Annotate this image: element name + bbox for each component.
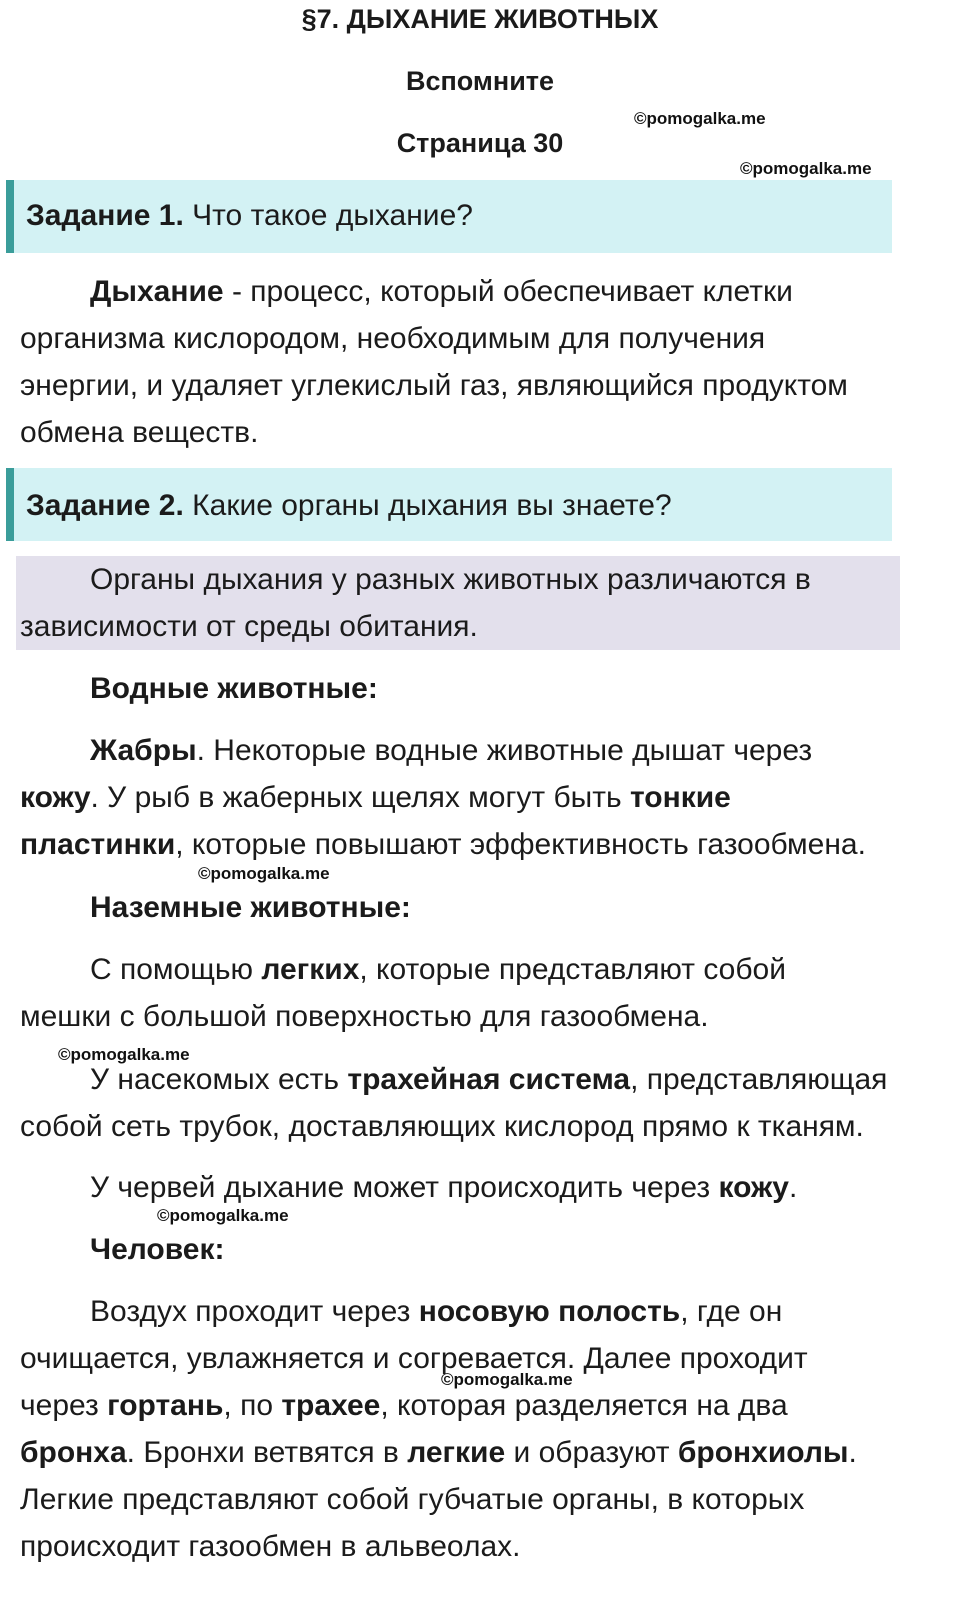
text: , где он xyxy=(680,1295,783,1328)
aquatic-heading: Водные животные: xyxy=(90,672,378,705)
term-bold: кожу xyxy=(718,1171,789,1204)
text-line: собой сеть трубок, доставляющих кислород прямо к тканям. xyxy=(20,1110,864,1143)
land-paragraph-1 xyxy=(20,946,925,1040)
text: С помощью xyxy=(90,953,262,986)
text-line xyxy=(20,946,925,993)
term-bold: носовую полость xyxy=(418,1295,681,1328)
text-line xyxy=(20,1288,925,1335)
text-line xyxy=(20,1429,925,1476)
text: , которые представляют собой xyxy=(359,953,786,986)
text-line xyxy=(20,1164,925,1211)
term-bold: тонкие xyxy=(629,781,731,814)
text-line: мешки с большой поверхностью для газообмена. xyxy=(20,1000,709,1033)
term-bold: кожу xyxy=(20,781,91,814)
human-paragraph xyxy=(20,1288,925,1570)
term-bold: легких xyxy=(261,953,360,986)
text: . xyxy=(789,1171,798,1204)
section-subtitle: Вспомните xyxy=(405,66,555,96)
aquatic-paragraph xyxy=(20,727,925,868)
text-line: Легкие представляют собой губчатые органы, в которых xyxy=(20,1483,805,1516)
task-1-banner xyxy=(6,180,892,253)
answer-line xyxy=(20,268,925,315)
text: и образуют xyxy=(505,1436,678,1469)
term-bold: бронхиолы xyxy=(677,1436,849,1469)
term-bold: бронха xyxy=(20,1436,127,1469)
text: . xyxy=(848,1436,857,1469)
text-line: происходит газообмен в альвеолах. xyxy=(20,1530,521,1563)
answer-line: организма кислородом, необходимым для получения xyxy=(20,322,766,355)
watermark: ©pomogalka.me xyxy=(634,109,766,128)
intro-line: зависимости от среды обитания. xyxy=(20,610,478,643)
text: . У рыб в жаберных щелях могут быть xyxy=(90,781,630,814)
text: У насекомых есть xyxy=(90,1063,348,1096)
text: , представляющая xyxy=(630,1063,888,1096)
text-line xyxy=(20,1056,925,1103)
term-bold: трахее xyxy=(281,1389,381,1422)
page-number: Страница 30 xyxy=(396,128,564,158)
watermark: ©pomogalka.me xyxy=(198,864,330,883)
answer-line: энергии, и удаляет углекислый газ, являющийся продуктом xyxy=(20,369,848,402)
land-paragraph-2 xyxy=(20,1056,925,1150)
task-2-label: Задание 2. xyxy=(26,489,184,522)
intro-line: Органы дыхания у разных животных различаются в xyxy=(90,563,811,596)
term-bold: Жабры xyxy=(90,734,197,767)
answer-line: обмена веществ. xyxy=(20,416,259,449)
watermark: ©pomogalka.me xyxy=(157,1206,289,1225)
text: , которые повышают эффективность газообмена. xyxy=(175,828,866,861)
watermark: ©pomogalka.me xyxy=(58,1045,190,1064)
text: . Некоторые водные животные дышат через xyxy=(196,734,813,767)
term-bold: легкие xyxy=(407,1436,506,1469)
text: через xyxy=(20,1389,108,1422)
text: , по xyxy=(223,1389,282,1422)
page-title: §7. ДЫХАНИЕ ЖИВОТНЫХ xyxy=(301,4,659,34)
task-1-question: Что такое дыхание? xyxy=(192,199,473,232)
watermark: ©pomogalka.me xyxy=(740,159,872,178)
text: - процесс, который обеспечивает клетки xyxy=(223,275,793,308)
land-heading: Наземные животные: xyxy=(90,891,411,924)
land-paragraph-3 xyxy=(20,1164,925,1211)
term-bold: Дыхание xyxy=(90,275,224,308)
task-2-banner xyxy=(6,468,892,541)
term-bold: гортань xyxy=(107,1389,224,1422)
term-bold: трахейная система xyxy=(347,1063,631,1096)
text-line xyxy=(20,821,925,868)
text-line xyxy=(20,727,925,774)
text: . Бронхи ветвятся в xyxy=(126,1436,408,1469)
text-line: очищается, увлажняется и согревается. Далее проходит xyxy=(20,1342,808,1375)
task-1-label: Задание 1. xyxy=(26,199,184,232)
text: Воздух проходит через xyxy=(90,1295,419,1328)
text-line xyxy=(20,774,925,821)
task-2-question: Какие органы дыхания вы знаете? xyxy=(192,489,672,522)
task-1-answer xyxy=(20,268,925,456)
term-bold: пластинки xyxy=(20,828,176,861)
text: , которая разделяется на два xyxy=(380,1389,788,1422)
text: У червей дыхание может происходить через xyxy=(90,1171,719,1204)
watermark: ©pomogalka.me xyxy=(441,1370,573,1389)
human-heading: Человек: xyxy=(90,1233,225,1266)
task-2-intro xyxy=(20,556,925,650)
